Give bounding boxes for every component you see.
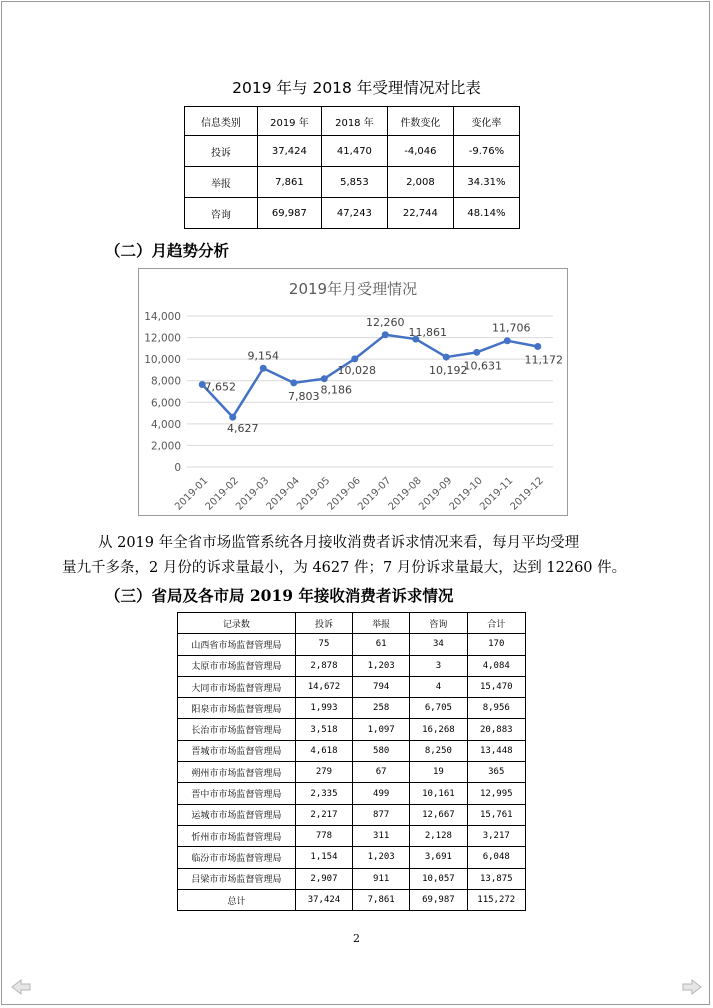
bureau-header-cell: 记录数 [178, 613, 296, 634]
monthly-line-chart [138, 268, 568, 516]
data-point [351, 355, 358, 362]
x-tick-label: 2019-05 [295, 475, 333, 513]
data-label: 9,154 [247, 349, 279, 363]
bureau-value-cell: 12,995 [467, 783, 525, 804]
comparison-header-cell: 2018 年 [321, 107, 387, 136]
bureau-name-cell: 山西省市场监督管理局 [178, 634, 296, 655]
bureau-value-cell: 877 [353, 804, 410, 825]
x-tick-label: 2019-03 [234, 475, 272, 513]
bureau-table-row [178, 783, 526, 804]
y-tick-label: 0 [174, 462, 181, 474]
bureau-table-row [178, 868, 526, 889]
bureau-value-cell: 13,448 [467, 740, 525, 761]
bureau-value-cell: 4 [410, 676, 467, 697]
bureau-value-cell: 19 [410, 762, 467, 783]
bureau-value-cell: 37,424 [295, 889, 352, 910]
data-label: 8,186 [320, 383, 352, 397]
arrow-left-icon[interactable] [10, 978, 32, 996]
bureau-value-cell: 499 [353, 783, 410, 804]
data-point [473, 349, 480, 356]
data-label: 10,631 [463, 359, 502, 373]
y-tick-label: 10,000 [144, 354, 181, 367]
bureau-value-cell: 580 [353, 740, 410, 761]
page-number: 2 [353, 932, 360, 945]
bureau-name-cell: 运城市市场监督管理局 [178, 804, 296, 825]
section-heading-monthly-trend: （二）月趋势分析 [105, 241, 230, 260]
bureau-name-cell: 总计 [178, 889, 296, 910]
bureau-header-cell: 合计 [467, 613, 525, 634]
data-label: 12,260 [366, 315, 405, 329]
bureau-value-cell: 115,272 [467, 889, 525, 910]
x-tick-label: 2019-11 [478, 475, 516, 513]
comparison-cell: 5,853 [321, 167, 387, 198]
y-tick-label: 8,000 [150, 375, 181, 388]
data-point [260, 365, 267, 372]
bureau-value-cell: 170 [467, 634, 525, 655]
comparison-cell: 举报 [185, 167, 258, 198]
bureau-value-cell: 6,048 [467, 847, 525, 868]
bureau-name-cell: 大同市市场监督管理局 [178, 676, 296, 697]
bureau-value-cell: 20,883 [467, 719, 525, 740]
data-point [229, 414, 236, 421]
bureau-value-cell: 14,672 [295, 676, 352, 697]
chart-svg [139, 269, 567, 515]
bureau-name-cell: 长治市市场监督管理局 [178, 719, 296, 740]
comparison-header-cell: 件数变化 [387, 107, 453, 136]
data-label: 7,652 [204, 380, 236, 394]
bureau-value-cell: 3 [410, 655, 467, 676]
bureau-value-cell: 34 [410, 634, 467, 655]
comparison-table-row [185, 198, 520, 229]
bureau-name-cell: 晋城市市场监督管理局 [178, 740, 296, 761]
comparison-header-cell: 信息类别 [185, 107, 258, 136]
data-point [382, 331, 389, 338]
comparison-table [184, 106, 520, 229]
bureau-name-cell: 吕梁市市场监督管理局 [178, 868, 296, 889]
bureau-table-row [178, 655, 526, 676]
bureau-name-cell: 阳泉市市场监督管理局 [178, 698, 296, 719]
data-point [290, 379, 297, 386]
bureau-value-cell: 258 [353, 698, 410, 719]
comparison-cell: 37,424 [257, 136, 321, 167]
bureau-value-cell: 794 [353, 676, 410, 697]
x-tick-label: 2019-02 [203, 475, 241, 513]
bureau-table-row [178, 740, 526, 761]
x-tick-label: 2019-07 [356, 475, 394, 513]
bureau-value-cell: 61 [353, 634, 410, 655]
chart-title: 2019年月受理情况 [288, 280, 418, 298]
bureau-value-cell: 8,250 [410, 740, 467, 761]
comparison-cell: 69,987 [257, 198, 321, 229]
bureau-table-header-row [178, 613, 526, 634]
data-point [443, 354, 450, 361]
x-tick-label: 2019-10 [447, 475, 485, 513]
data-point [534, 343, 541, 350]
comparison-cell: 47,243 [321, 198, 387, 229]
x-tick-label: 2019-12 [508, 475, 546, 513]
bureau-table-row [178, 762, 526, 783]
bureau-value-cell: 1,154 [295, 847, 352, 868]
bureau-value-cell: 911 [353, 868, 410, 889]
comparison-cell: 2,008 [387, 167, 453, 198]
y-tick-label: 4,000 [150, 418, 181, 431]
bureau-value-cell: 67 [353, 762, 410, 783]
comparison-cell: 投诉 [185, 136, 258, 167]
y-tick-label: 12,000 [144, 332, 181, 345]
bureau-value-cell: 10,057 [410, 868, 467, 889]
data-point [504, 337, 511, 344]
y-tick-label: 2,000 [150, 440, 181, 453]
comparison-table-title: 2019 年与 2018 年受理情况对比表 [232, 79, 481, 97]
bureau-value-cell: 3,518 [295, 719, 352, 740]
bureau-value-cell: 69,987 [410, 889, 467, 910]
x-tick-label: 2019-01 [173, 475, 211, 513]
arrow-right-icon[interactable] [681, 978, 703, 996]
bureau-table-row [178, 676, 526, 697]
bureau-header-cell: 咨询 [410, 613, 467, 634]
comparison-cell: 咨询 [185, 198, 258, 229]
x-tick-label: 2019-06 [325, 475, 363, 513]
analysis-paragraph-line1: 从 2019 年全省市场监管系统各月接收消费者诉求情况来看，每月平均受理 [98, 535, 580, 551]
x-tick-label: 2019-04 [264, 475, 302, 513]
data-label: 10,028 [337, 363, 376, 377]
bureau-table-row [178, 889, 526, 910]
bureau-name-cell: 晋中市市场监督管理局 [178, 783, 296, 804]
comparison-cell: -9.76% [453, 136, 519, 167]
data-label: 7,803 [288, 389, 320, 403]
y-tick-label: 6,000 [150, 397, 181, 410]
data-label: 11,172 [524, 353, 563, 367]
bureau-value-cell: 1,203 [353, 655, 410, 676]
comparison-cell: 34.31% [453, 167, 519, 198]
data-label: 11,706 [492, 321, 531, 335]
section-heading-bureaus: （三）省局及各市局 2019 年接收消费者诉求情况 [105, 586, 454, 605]
bureau-value-cell: 16,268 [410, 719, 467, 740]
bureau-name-cell: 太原市市场监督管理局 [178, 655, 296, 676]
bureau-name-cell: 忻州市市场监督管理局 [178, 825, 296, 846]
bureau-value-cell: 2,335 [295, 783, 352, 804]
comparison-cell: 48.14% [453, 198, 519, 229]
bureau-table-row [178, 698, 526, 719]
bureau-name-cell: 朔州市市场监督管理局 [178, 762, 296, 783]
bureau-value-cell: 7,861 [353, 889, 410, 910]
bureau-table-row [178, 719, 526, 740]
bureau-table-row [178, 825, 526, 846]
bureau-table [177, 612, 526, 911]
bureau-value-cell: 1,097 [353, 719, 410, 740]
bureau-value-cell: 3,217 [467, 825, 525, 846]
bureau-value-cell: 4,084 [467, 655, 525, 676]
comparison-header-cell: 变化率 [453, 107, 519, 136]
bureau-table-row [178, 847, 526, 868]
bureau-value-cell: 2,217 [295, 804, 352, 825]
bureau-value-cell: 279 [295, 762, 352, 783]
bureau-value-cell: 4,618 [295, 740, 352, 761]
comparison-cell: 41,470 [321, 136, 387, 167]
x-tick-label: 2019-08 [386, 475, 424, 513]
comparison-cell: 22,744 [387, 198, 453, 229]
bureau-header-cell: 投诉 [295, 613, 352, 634]
bureau-value-cell: 13,875 [467, 868, 525, 889]
bureau-value-cell: 12,667 [410, 804, 467, 825]
bureau-value-cell: 3,691 [410, 847, 467, 868]
comparison-cell: -4,046 [387, 136, 453, 167]
bureau-value-cell: 2,128 [410, 825, 467, 846]
bureau-value-cell: 15,470 [467, 676, 525, 697]
bureau-header-cell: 举报 [353, 613, 410, 634]
bureau-value-cell: 15,761 [467, 804, 525, 825]
bureau-table-row [178, 634, 526, 655]
bureau-value-cell: 2,878 [295, 655, 352, 676]
x-tick-label: 2019-09 [417, 475, 455, 513]
bureau-value-cell: 311 [353, 825, 410, 846]
bureau-value-cell: 10,161 [410, 783, 467, 804]
comparison-table-row [185, 167, 520, 198]
bureau-value-cell: 75 [295, 634, 352, 655]
data-label: 4,627 [227, 422, 259, 436]
bureau-value-cell: 2,907 [295, 868, 352, 889]
data-label: 11,861 [408, 326, 447, 340]
bureau-value-cell: 778 [295, 825, 352, 846]
analysis-paragraph-line2: 量九千多条，2 月份的诉求量最小，为 4627 件；7 月份诉求量最大，达到 12260 件。 [62, 560, 627, 576]
bureau-value-cell: 365 [467, 762, 525, 783]
comparison-header-cell: 2019 年 [257, 107, 321, 136]
y-tick-label: 14,000 [144, 311, 181, 323]
bureau-value-cell: 1,203 [353, 847, 410, 868]
comparison-table-header-row [185, 107, 520, 136]
data-label: 10,192 [429, 364, 468, 378]
bureau-table-row [178, 804, 526, 825]
bureau-value-cell: 6,705 [410, 698, 467, 719]
comparison-cell: 7,861 [257, 167, 321, 198]
comparison-table-row [185, 136, 520, 167]
bureau-name-cell: 临汾市市场监督管理局 [178, 847, 296, 868]
bureau-value-cell: 8,956 [467, 698, 525, 719]
data-point [321, 375, 328, 382]
bureau-value-cell: 1,993 [295, 698, 352, 719]
